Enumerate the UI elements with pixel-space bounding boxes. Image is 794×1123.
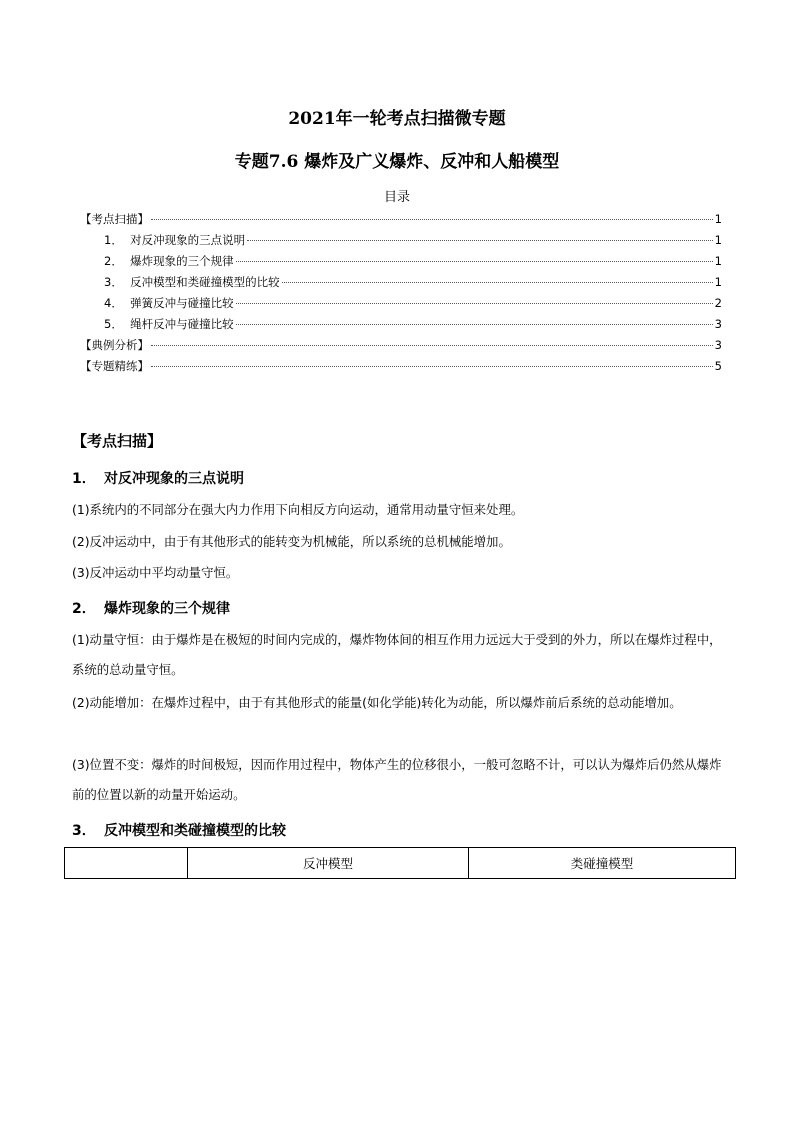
toc-entry-label: 4． 弹簧反冲与碰撞比较 <box>104 296 234 310</box>
toc-leader <box>151 366 713 367</box>
toc-entry-page: 1 <box>714 212 722 226</box>
subsection-title: 对反冲现象的三点说明 <box>104 471 244 487</box>
paragraph: (2)动能增加：在爆炸过程中，由于有其他形式的能量(如化学能)转化为动能，所以爆炸前后系统的总动能增加。 <box>72 695 682 710</box>
toc-entry-label: 【专题精练】 <box>80 359 149 373</box>
subsection-heading-1 <box>72 468 244 488</box>
toc-entry[interactable] <box>80 211 722 227</box>
toc-leader <box>236 261 713 262</box>
subsection-heading-3 <box>72 820 286 840</box>
toc-entry-page: 1 <box>714 233 722 247</box>
toc-entry-page: 2 <box>714 296 722 310</box>
toc-entry[interactable] <box>104 232 722 248</box>
subsection-heading-2 <box>72 598 230 618</box>
paragraph: (1)动量守恒：由于爆炸是在极短的时间内完成的，爆炸物体间的相互作用力远远大于受到的外力，所以在爆炸过程中，系统的总动量守恒。 <box>72 632 722 677</box>
table-header-cell: 类碰撞模型 <box>469 848 736 879</box>
subsection-number: 1． <box>72 471 96 487</box>
toc-entry-label: 2． 爆炸现象的三个规律 <box>104 254 234 268</box>
subsection-number: 3． <box>72 823 96 839</box>
section-heading: 【考点扫描】 <box>72 432 163 450</box>
paragraph: (1)系统内的不同部分在强大内力作用下向相反方向运动，通常用动量守恒来处理。 <box>72 502 524 517</box>
toc-leader <box>236 324 713 325</box>
toc-entry[interactable] <box>104 274 722 290</box>
toc-leader <box>151 219 713 220</box>
toc-entry-label: 【考点扫描】 <box>80 212 149 226</box>
toc-leader <box>247 240 713 241</box>
paragraph: (3)反冲运动中平均动量守恒。 <box>72 565 239 580</box>
toc-heading: 目录 <box>383 190 410 205</box>
table-header-cell: 反冲模型 <box>188 848 469 879</box>
toc-entry-page: 1 <box>714 254 722 268</box>
paragraph: (2)反冲运动中，由于有其他形式的能转变为机械能，所以系统的总机械能增加。 <box>72 534 511 549</box>
toc-entry-page: 3 <box>714 338 722 352</box>
comparison-table <box>64 847 736 879</box>
toc-entry[interactable] <box>104 253 722 269</box>
toc-leader <box>282 282 713 283</box>
toc-leader <box>236 303 713 304</box>
subsection-number: 2． <box>72 601 96 617</box>
toc-entry[interactable] <box>104 316 722 332</box>
toc-entry-page: 1 <box>714 275 722 289</box>
subsection-title: 反冲模型和类碰撞模型的比较 <box>104 823 286 839</box>
toc-entry-label: 5． 绳杆反冲与碰撞比较 <box>104 317 234 331</box>
toc-entry-label: 1． 对反冲现象的三点说明 <box>104 233 246 247</box>
subsection-title: 爆炸现象的三个规律 <box>104 601 230 617</box>
table-header-cell <box>65 848 188 879</box>
toc-entry[interactable] <box>104 295 722 311</box>
toc-entry-page: 3 <box>714 317 722 331</box>
document-title: 2021年一轮考点扫描微专题 <box>288 109 506 129</box>
toc-entry-page: 5 <box>714 359 722 373</box>
toc-entry-label: 【典例分析】 <box>80 338 149 352</box>
toc-entry[interactable] <box>80 337 722 353</box>
table-header-row <box>65 848 736 879</box>
paragraph: (3)位置不变：爆炸的时间极短，因而作用过程中，物体产生的位移很小，一般可忽略不计，可以认为爆炸后仍然从爆炸前的位置以新的动量开始运动。 <box>72 757 722 802</box>
toc-leader <box>151 345 713 346</box>
toc-entry-label: 3． 反冲模型和类碰撞模型的比较 <box>104 275 280 289</box>
toc-entry[interactable] <box>80 358 722 374</box>
document-subtitle: 专题7.6 爆炸及广义爆炸、反冲和人船模型 <box>234 152 560 172</box>
